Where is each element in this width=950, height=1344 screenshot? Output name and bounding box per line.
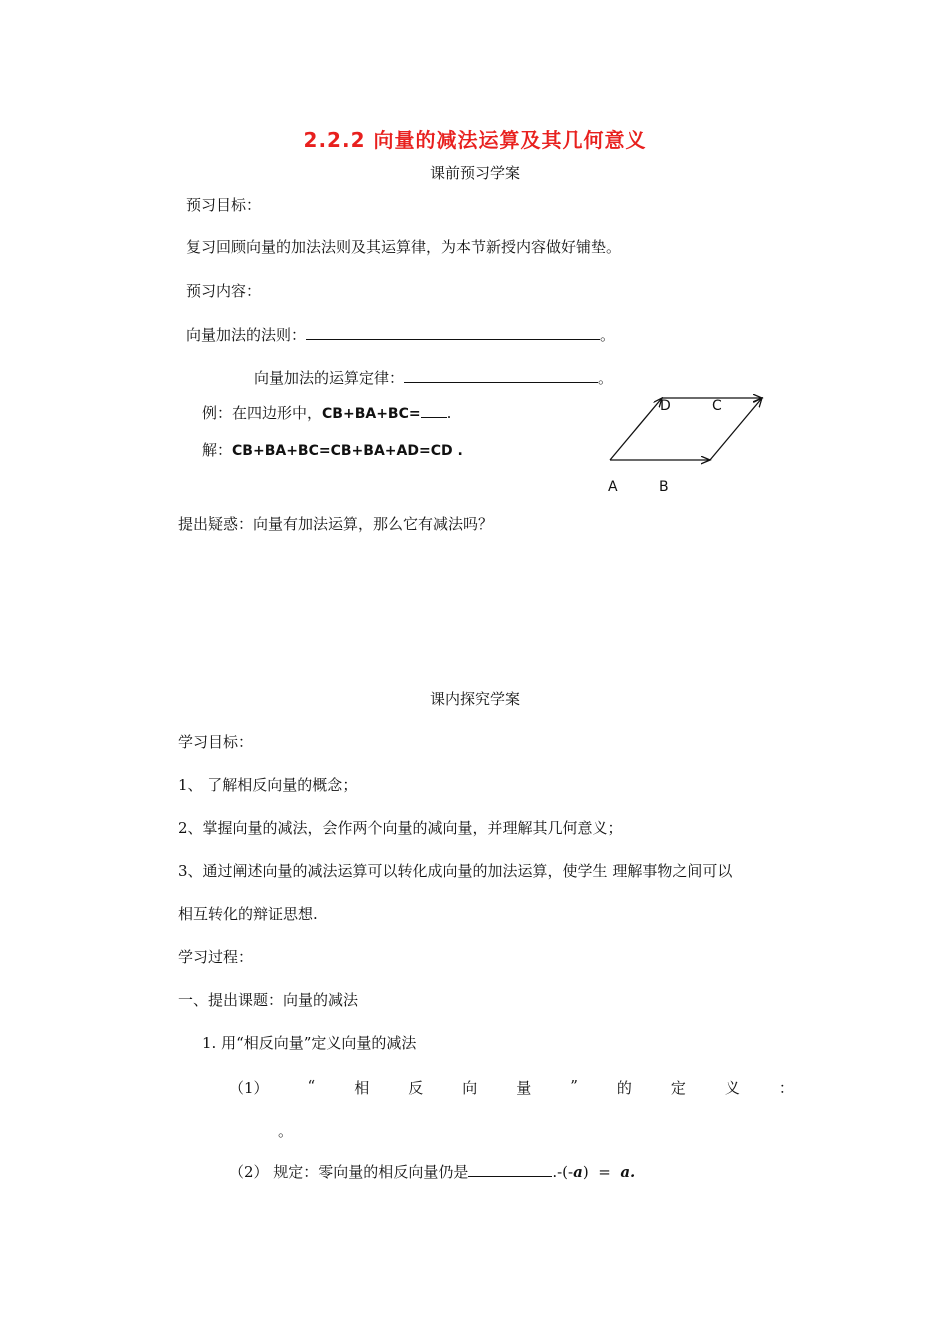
example-blank[interactable] <box>421 403 447 418</box>
def-char: （1） <box>229 1079 269 1097</box>
def-char: 的 <box>616 1079 632 1097</box>
point-d-label: D <box>660 398 671 414</box>
definition-end: 。 <box>278 1122 294 1140</box>
rule-2-mid: .-(- <box>552 1163 574 1181</box>
def-char: 向 <box>462 1079 478 1097</box>
def-char: 量 <box>516 1079 532 1097</box>
addition-rule-line <box>186 324 615 345</box>
in-section-heading: 课内探究学案 <box>429 690 520 708</box>
def-char: ” <box>570 1077 578 1095</box>
example-end: . <box>446 404 452 422</box>
def-char: 相 <box>354 1079 370 1097</box>
goal-item-1: 1、 了解相反向量的概念； <box>178 776 358 794</box>
point-b-label: B <box>659 479 669 495</box>
rule-2-line <box>229 1161 635 1182</box>
vector-a-symbol: a <box>573 1163 583 1181</box>
def-char: 定 <box>670 1079 686 1097</box>
question-line: 提出疑惑：向量有加法运算，那么它有减法吗？ <box>178 515 494 533</box>
topic-line: 一、提出课题：向量的减法 <box>178 991 359 1009</box>
item-1-line: 1. 用“相反向量”定义向量的减法 <box>202 1034 417 1052</box>
rule-2-eq: ) = <box>582 1163 621 1181</box>
def-char: 反 <box>408 1079 424 1097</box>
pre-goal-label: 预习目标： <box>186 196 262 214</box>
addition-rule-label: 向量加法的法则： <box>186 326 307 344</box>
solution-prefix: 解： <box>202 441 233 459</box>
vector-ad <box>610 398 662 460</box>
addition-rule-blank[interactable] <box>306 325 600 340</box>
in-goal-label: 学习目标： <box>178 733 254 751</box>
process-label: 学习过程： <box>178 948 254 966</box>
point-a-label: A <box>608 479 618 495</box>
vector-a-result: a. <box>620 1163 636 1181</box>
definition-line <box>229 1077 794 1098</box>
pre-content-label: 预习内容： <box>186 282 262 300</box>
def-char: 义 <box>724 1079 740 1097</box>
parallelogram-figure <box>600 390 780 470</box>
goal-item-3b: 相互转化的辩证思想. <box>178 905 318 923</box>
solution-expression: CB+BA+BC=CB+BA+AD=CD . <box>232 443 463 459</box>
addition-law-blank[interactable] <box>404 368 598 383</box>
goal-item-3a: 3、通过阐述向量的减法运算可以转化成向量的加法运算，使学生 理解事物之间可以 <box>178 862 733 880</box>
pre-goal-text: 复习回顾向量的加法法则及其运算律，为本节新授内容做好铺垫。 <box>186 238 622 256</box>
goal-item-2: 2、掌握向量的减法，会作两个向量的减向量，并理解其几何意义； <box>178 819 623 837</box>
addition-rule-end: 。 <box>600 326 616 344</box>
solution-line <box>202 439 463 460</box>
def-char: “ <box>307 1077 316 1095</box>
def-char: ： <box>778 1079 794 1097</box>
example-line <box>202 402 451 423</box>
addition-law-label: 向量加法的运算定律： <box>254 369 405 387</box>
rule-2-prefix: （2） 规定：零向量的相反向量仍是 <box>229 1163 469 1181</box>
addition-law-line <box>254 367 613 388</box>
addition-law-end: 。 <box>598 369 614 387</box>
zero-vector-blank[interactable] <box>468 1162 552 1177</box>
pre-section-heading: 课前预习学案 <box>429 164 520 182</box>
example-expression: CB+BA+BC= <box>322 406 421 422</box>
page-title: 2.2.2 向量的减法运算及其几何意义 <box>303 128 647 152</box>
point-c-label: C <box>712 398 722 414</box>
example-prefix: 例：在四边形中， <box>202 404 323 422</box>
